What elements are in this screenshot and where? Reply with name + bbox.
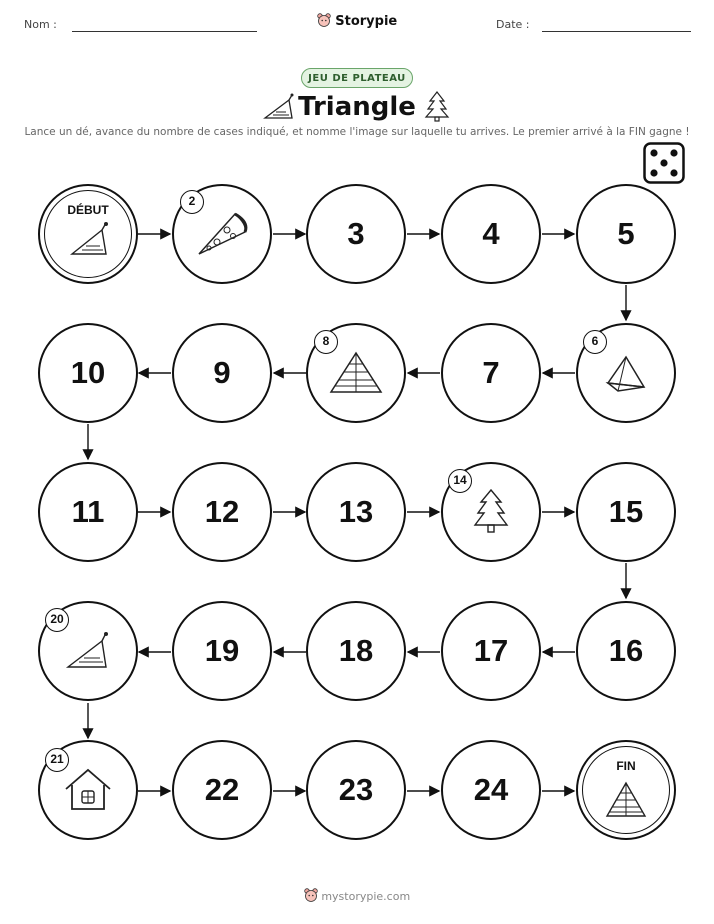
date-label: Date : <box>496 18 530 31</box>
pyramid-icon <box>604 780 648 820</box>
folded-napkin-icon <box>604 351 648 395</box>
tile-number: 15 <box>608 494 644 529</box>
tile-23 <box>306 740 406 840</box>
bear-icon <box>304 888 318 902</box>
tile-10 <box>38 323 138 423</box>
tile-13 <box>306 462 406 562</box>
start-label: DÉBUT <box>67 203 109 217</box>
tile-3 <box>306 184 406 284</box>
footer-url: mystorypie.com <box>321 890 411 903</box>
pyramid-icon <box>328 350 384 396</box>
tile-number: 6 <box>583 330 607 354</box>
tile-number: 24 <box>473 772 509 807</box>
tile-16 <box>576 601 676 701</box>
tile-number: 19 <box>204 633 240 668</box>
tile-number: 12 <box>204 494 240 529</box>
tile-15 <box>576 462 676 562</box>
instructions: Lance un dé, avance du nombre de cases indiqué, et nomme l'image sur laquelle tu arrives. Le premier arrivé à la FIN gagne ! <box>24 126 690 138</box>
tile-9 <box>172 323 272 423</box>
tile-number: 9 <box>213 355 231 390</box>
tile-number: 18 <box>338 633 374 668</box>
tile-19 <box>172 601 272 701</box>
pine-tree-icon <box>471 487 511 537</box>
tile-5 <box>576 184 676 284</box>
tile-end <box>576 740 676 840</box>
tile-number: 13 <box>338 494 374 529</box>
tile-11 <box>38 462 138 562</box>
tile-number: 21 <box>45 748 69 772</box>
tile-start <box>38 184 138 284</box>
game-type-badge: JEU DE PLATEAU <box>301 68 413 88</box>
tile-12 <box>172 462 272 562</box>
tile-number: 14 <box>448 469 472 493</box>
tile-number: 4 <box>482 216 500 251</box>
tile-number: 20 <box>45 608 69 632</box>
tile-number: 17 <box>473 633 509 668</box>
brand-name: Storypie <box>335 14 398 29</box>
house-icon <box>63 767 113 813</box>
tile-22 <box>172 740 272 840</box>
tile-number: 23 <box>338 772 374 807</box>
tile-7 <box>441 323 541 423</box>
tile-number: 3 <box>347 216 365 251</box>
tile-number: 2 <box>180 190 204 214</box>
triangle-instrument-icon <box>68 220 112 260</box>
pizza-slice-icon <box>195 210 249 258</box>
tile-4 <box>441 184 541 284</box>
tile-24 <box>441 740 541 840</box>
tile-18 <box>306 601 406 701</box>
tile-number: 16 <box>608 633 644 668</box>
name-label: Nom : <box>24 18 57 31</box>
page-title: Triangle <box>298 92 416 122</box>
triangle-instrument-icon <box>64 629 112 673</box>
tile-number: 7 <box>482 355 500 390</box>
end-label: FIN <box>616 759 636 773</box>
tile-number: 10 <box>70 355 106 390</box>
footer <box>0 888 714 903</box>
tile-17 <box>441 601 541 701</box>
tile-number: 22 <box>204 772 240 807</box>
tile-number: 8 <box>314 330 338 354</box>
tile-number: 11 <box>71 494 105 529</box>
tile-number: 5 <box>617 216 635 251</box>
